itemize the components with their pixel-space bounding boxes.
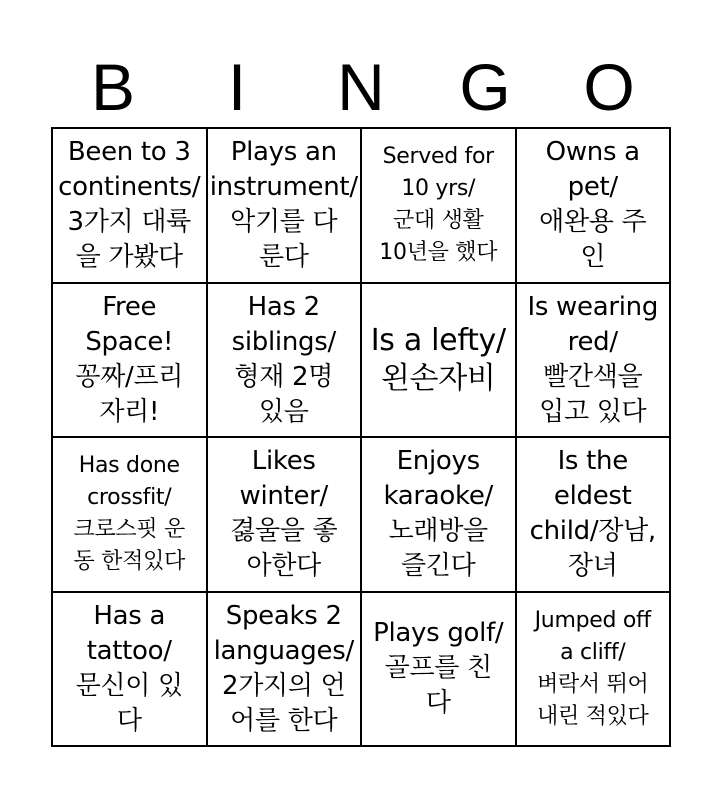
header-letter-n: N — [337, 50, 385, 124]
bingo-cell[interactable] — [208, 438, 363, 593]
cell-text: Served for 10 yrs/ 군대 생활 10년을 했다 — [379, 144, 498, 266]
bingo-cell[interactable] — [53, 593, 208, 748]
bingo-cell[interactable] — [208, 129, 363, 284]
cell-text: Is the eldest child/장남, 장녀 — [529, 446, 656, 582]
cell-text: Has 2 siblings/ 형재 2명 있음 — [231, 291, 336, 427]
bingo-cell[interactable] — [362, 129, 517, 284]
cell-text: Has done crossfit/ 크로스핏 운 동 한적있다 — [73, 453, 185, 575]
cell-text: Is a lefty/ 왼손자비 — [370, 322, 506, 396]
cell-text: Speaks 2 languages/ 2가지의 언 어를 한다 — [213, 600, 354, 736]
cell-text: Jumped off a cliff/ 벼락서 뛰어 내린 적있다 — [534, 607, 651, 729]
cell-text: Owns a pet/ 애완용 주 인 — [539, 137, 647, 273]
bingo-cell[interactable] — [517, 284, 672, 439]
cell-text: Been to 3 continents/ 3가지 대륙 을 가봤다 — [58, 137, 201, 273]
header-letter-i: I — [227, 50, 247, 124]
bingo-cell[interactable] — [208, 284, 363, 439]
bingo-board — [51, 127, 671, 747]
bingo-cell[interactable] — [517, 438, 672, 593]
bingo-cell[interactable] — [362, 284, 517, 439]
cell-text: Plays an instrument/ 악기를 다 룬다 — [209, 137, 358, 273]
cell-text: Plays golf/ 골프를 친 다 — [373, 618, 504, 719]
header-letter-o: O — [583, 50, 635, 124]
bingo-cell[interactable] — [517, 593, 672, 748]
header-letter-g: G — [459, 50, 511, 124]
bingo-header — [51, 52, 671, 122]
cell-text: Has a tattoo/ 문신이 있 다 — [75, 600, 183, 736]
bingo-cell-free-space[interactable] — [53, 284, 208, 439]
bingo-cell[interactable] — [362, 438, 517, 593]
cell-text: Is wearing red/ 빨간색을 입고 있다 — [527, 291, 659, 427]
bingo-cell[interactable] — [53, 129, 208, 284]
bingo-cell[interactable] — [208, 593, 363, 748]
bingo-cell[interactable] — [362, 593, 517, 748]
bingo-cell[interactable] — [53, 438, 208, 593]
header-letter-b: B — [90, 50, 136, 124]
cell-text: Free Space! 꽁짜/프리 자리! — [75, 291, 184, 427]
bingo-cell[interactable] — [517, 129, 672, 284]
cell-text: Enjoys karaoke/ 노래방을 즐긴다 — [383, 446, 494, 582]
cell-text: Likes winter/ 겷울을 좋 아한다 — [230, 446, 338, 582]
